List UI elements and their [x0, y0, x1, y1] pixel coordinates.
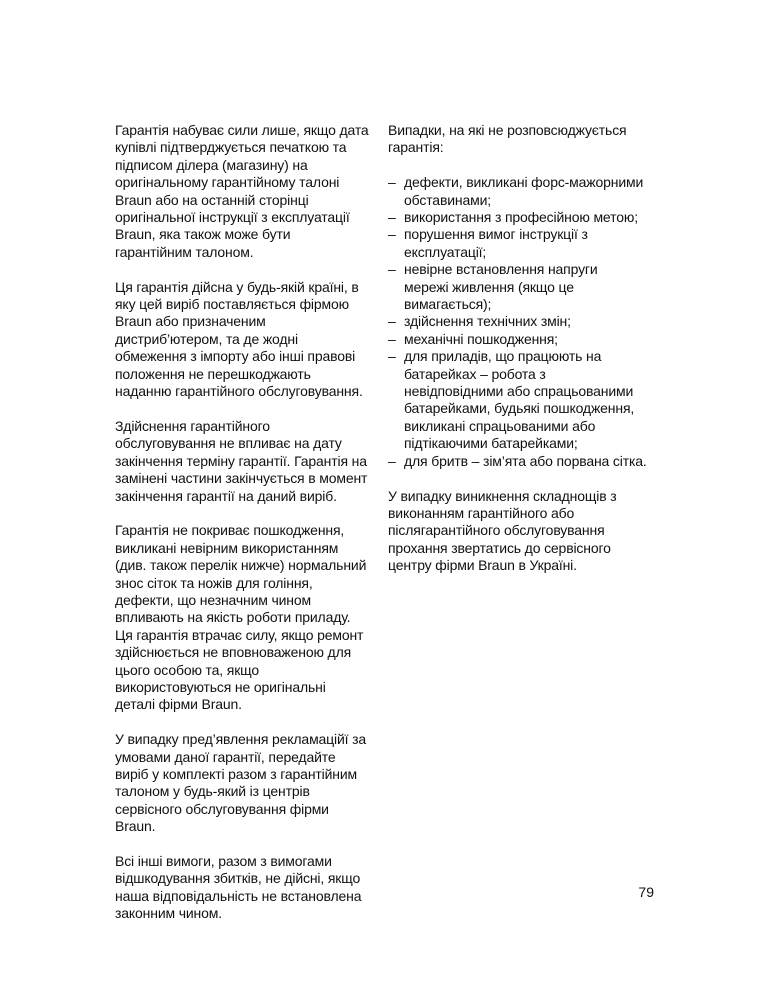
list-item: [388, 209, 652, 226]
page-number: 79: [638, 884, 654, 900]
list-item: [388, 348, 652, 452]
dash-bullet: –: [388, 330, 396, 347]
dash-bullet: –: [388, 452, 396, 469]
warranty-exclusions-paragraph: Гарантія не покриває пошкодження, викликані невірним використанням (див. також перелік нижче) нормальний знос сіток та ножів для гоління, дефекти, що незначним чином впливають на якість роботи приладу. Ця гарантія втрачає силу, якщо ремонт здійснюється не вповноваженою для цього особою та, якщо використовуються не оригінальні деталі фірми Braun.: [115, 522, 367, 713]
dash-bullet: –: [388, 226, 396, 243]
warranty-validity-paragraph: Гарантія набуває сили лише, якщо дата купівлі підтверджується печаткою та підписом ділера (магазину) на оригінальному гарантійному талоні Braun або на останній сторінці оригінальної інструкції з експлуатації Braun, яка також може бути гарантійним талоном.: [115, 122, 369, 260]
list-item-text: для бритв – зім’ята або порвана сітка.: [404, 452, 647, 469]
dash-bullet: –: [388, 313, 396, 330]
list-item-text: механічні пошкодження;: [404, 330, 558, 347]
warranty-other-claims-paragraph: Всі інші вимоги, разом з вимогами відшкодування збитків, не дійсні, якщо наша відповідальність не встановлена законним чином.: [115, 852, 362, 922]
list-item: [388, 453, 652, 470]
list-item-text: невірне встановлення напруги мережі живлення (якщо це вимагається);: [404, 261, 598, 313]
exclusions-list: [388, 174, 652, 470]
right-column: [388, 122, 652, 592]
list-item: [388, 261, 652, 313]
list-item-text: використання з професійною метою;: [404, 209, 638, 226]
dash-bullet: –: [388, 174, 396, 191]
list-item: [388, 313, 652, 330]
dash-bullet: –: [388, 209, 396, 226]
warranty-claim-paragraph: У випадку пред’явлення рекламаційї за умовами даної гарантії, передайте виріб у комплекті разом з гарантійним талоном у будь-який із центрів сервісного обслуговування фірми Braun.: [115, 731, 367, 835]
list-item: [388, 226, 652, 261]
list-item: [388, 331, 652, 348]
list-item-text: для приладів, що працюють на батарейках – робота з невідповідними або спрацьованими батарейками, будьякі пошкодження, викликані спрацьованими або підтікаючими батарейками;: [404, 348, 635, 452]
list-item-text: дефекти, викликані форс-мажорними обставинами;: [404, 174, 644, 208]
dash-bullet: –: [388, 348, 396, 365]
warranty-country-paragraph: Ця гарантія дійсна у будь-якій країні, в яку цей виріб поставляється фірмою Braun або призначеним дистриб’ютером, та де жодні обмеження з імпорту або інші правові положення не перешкоджають наданню гарантійного обслуговування.: [115, 278, 363, 400]
dash-bullet: –: [388, 261, 396, 278]
list-item-text: здійснення технічних змін;: [404, 313, 571, 330]
left-column: [115, 122, 377, 940]
exclusions-intro: Випадки, на які не розповсюджується гарантія:: [388, 122, 627, 156]
service-contact-paragraph: У випадку виникнення складнощів з виконанням гарантійного або післягарантійного обслуговування прохання звертатись до сервісного центру фірми Braun в Україні.: [388, 487, 617, 574]
warranty-term-paragraph: Здійснення гарантійного обслуговування не впливає на дату закінчення терміну гарантії. Гарантія на замінені частини закінчується в момент закінчення гарантії на даний виріб.: [115, 417, 368, 504]
list-item-text: порушення вимог інструкції з експлуатації;: [404, 226, 588, 260]
list-item: [388, 174, 652, 209]
